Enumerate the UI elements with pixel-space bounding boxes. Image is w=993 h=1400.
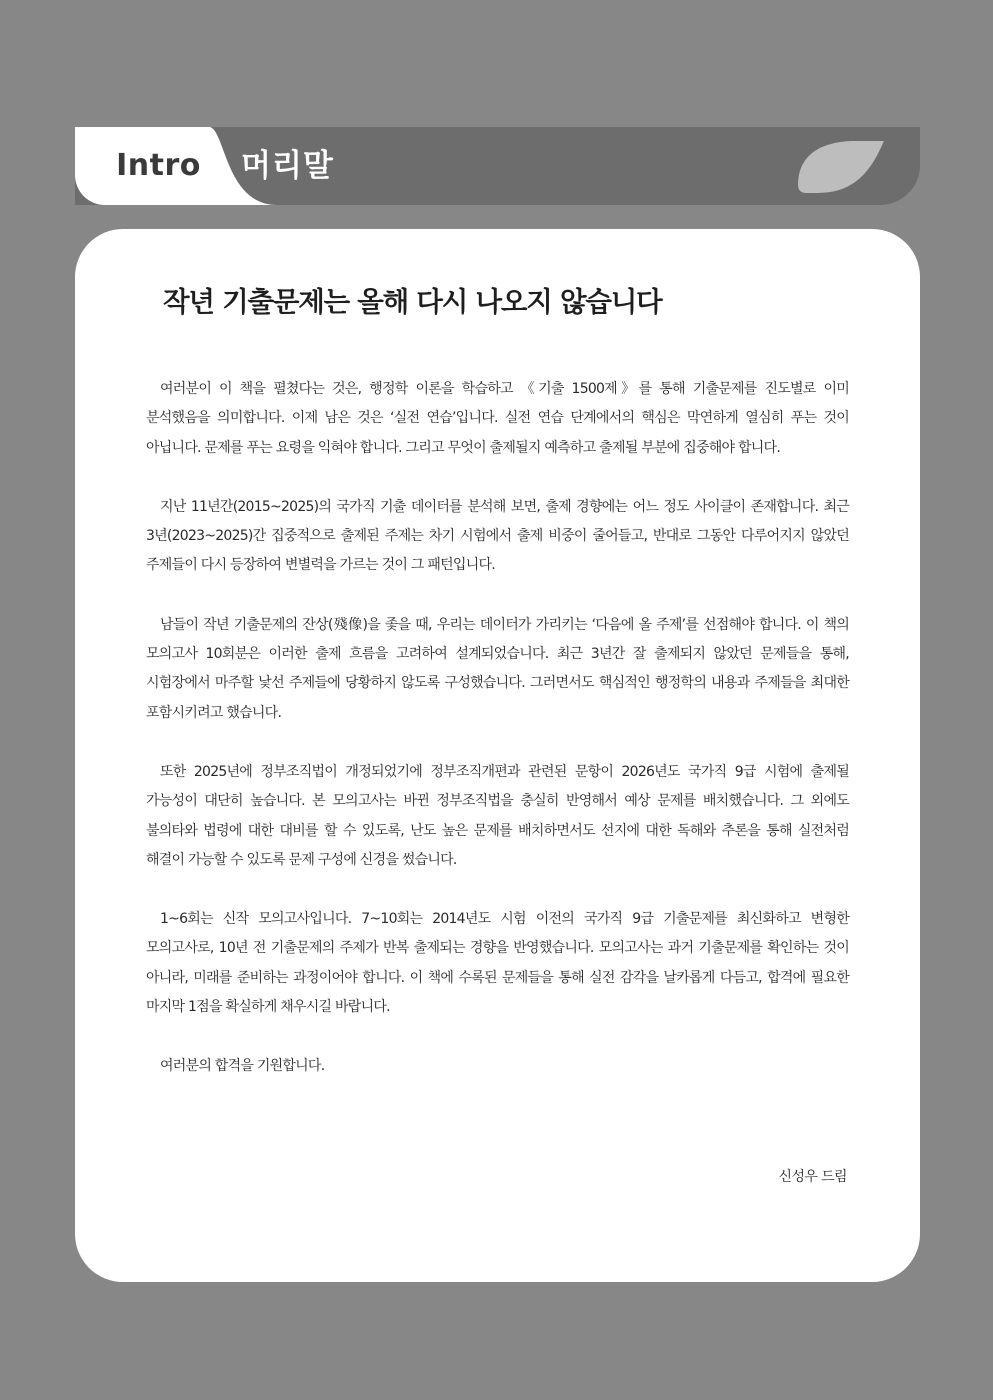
paragraph: 여러분의 합격을 기원합니다.: [160, 1058, 325, 1075]
paragraph: 지난 11년간(2015~2025)의 국가직 기출 데이터를 분석해 보면, 출제 경향에는 어느 정도 사이클이 존재합니다. 최근 3년(2023~2025)간 집중적으로 출제된 주제는 차기 시험에서 출제 비중이 줄어들고, 반대로 그동안 다루어지지 않았던 주제들이 다시 등장하여 변별력을 가르는 것이 그 패턴입니다.: [146, 498, 849, 574]
content-card: [75, 229, 920, 1282]
intro-label: Intro: [116, 148, 201, 183]
paragraph: 남들이 작년 기출문제의 잔상(殘像)을 좇을 때, 우리는 데이터가 가리키는 ‘다음에 올 주제’를 선점해야 합니다. 이 책의 모의고사 10회분은 이러한 출제 흐름을 고려하여 설계되었습니다. 최근 3년간 잘 출제되지 않았던 문제들을 통해, 시험장에서 마주할 낯선 주제들에 당황하지 않도록 구성했습니다. 그러면서도 핵심적인 행정학의 내용과 주제들을 최대한 포함시키려고 했습니다.: [146, 616, 849, 721]
leaf-decoration-icon: [780, 127, 920, 205]
paragraph: 또한 2025년에 정부조직법이 개정되었기에 정부조직개편과 관련된 문항이 2026년도 국가직 9급 시험에 출제될 가능성이 대단히 높습니다. 본 모의고사는 바뀐 정부조직법을 충실히 반영해서 예상 문제를 배치했습니다. 그 외에도 불의타와 법령에 대한 대비를 할 수 있도록, 난도 높은 문제를 배치하면서도 선지에 대한 독해와 추론을 통해 실전처럼 해결이 가능할 수 있도록 문제 구성에 신경을 썼습니다.: [146, 763, 849, 868]
body-text: [146, 375, 849, 1112]
header-bar: [75, 127, 920, 205]
main-heading: 작년 기출문제는 올해 다시 나오지 않습니다: [163, 286, 662, 318]
paragraph: 여러분이 이 책을 펼쳤다는 것은, 행정학 이론을 학습하고 《기출 1500제》를 통해 기출문제를 진도별로 이미 분석했음을 의미합니다. 이제 남은 것은 ‘실전 연습’입니다. 실전 연습 단계에서의 핵심은 막연하게 열심히 푸는 것이 아닙니다. 문제를 푸는 요령을 익혀야 합니다. 그리고 무엇이 출제될지 예측하고 출제될 부분에 집중해야 합니다.: [146, 381, 849, 456]
section-title: 머리말: [241, 148, 334, 184]
signature: 신성우 드림: [778, 1169, 847, 1185]
paragraph: 1~6회는 신작 모의고사입니다. 7~10회는 2014년도 시험 이전의 국가직 9급 기출문제를 최신화하고 변형한 모의고사로, 10년 전 기출문제의 주제가 반복 출제되는 경향을 반영했습니다. 모의고사는 과거 기출문제를 확인하는 것이 아니라, 미래를 준비하는 과정이어야 합니다. 이 책에 수록된 문제들을 통해 실전 감각을 날카롭게 다듬고, 합격에 필요한 마지막 1점을 확실하게 채우시길 바랍니다.: [146, 911, 849, 1016]
